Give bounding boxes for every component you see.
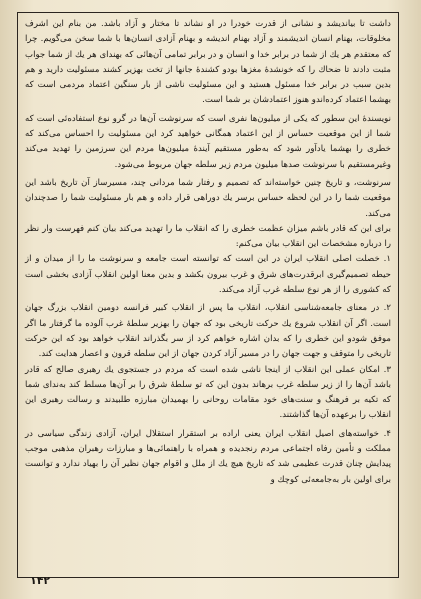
paragraph-4: برای این که قادر باشم میزان عظمت خطری را که انقلاب ما را تهدید می‌کند بیان کنم فهرست وار نظر را درباره مشخصات این انقلاب بیان می‌کنم: bbox=[25, 223, 391, 250]
list-item-1: ۱. خصلت اصلی انقلاب ایران در این است که توانسته است جامعه و سرنوشت ما را از میدان و از حیطه تصمیم‌گیری ابرقدرت‌های شرق و غرب بیرون بکشد و بدین معنا اولین انقلاب آزادی بخشی است که کشوری را از هر نوع سلطه غرب آزاد می‌کند. bbox=[25, 254, 391, 296]
page-number: ۱۴۲ bbox=[30, 574, 51, 587]
paragraph-1: داشت تا بیاندیشد و نشانی از قدرت خودرا در او نشاند تا مختار و آزاد باشد. من بنام این اشرف مخلوقات، بهنام انسان اندیشمند و آزاد بهنام اندیشه و بهنام آزادی انسان‌ها با شما سخن می‌گویم. چرا که معتقدم هر یك از شما در برابر خدا و انسان و در برابر تمامی آن‌هائی که بهندای هر یك از شما جواب مثبت دادند تا ضحاك را که خونشدهٔ مغزها بودو کشندهٔ جانها از تخت بهزیر کشند مسئولیت دارید و هم بدین سبب در برابر خدا مسئول هستید و این مسئولیت ناشی از بار سنگین اعتماد مردمی است که بهشما اعتماد کرده‌اندو هنوز اعتمادشان بر شما است. bbox=[25, 19, 391, 106]
text-body bbox=[25, 17, 391, 488]
list-item-4: ۴. خواسته‌های اصیل انقلاب ایران یعنی اراده بر استقرار استقلال ایران، آزادی زندگی سیاسی در مملکت و تأمین رفاه اجتماعی مردم رنجدیده و همراه با راهنمائی‌ها و مبارزات رهبران مذهبی موجب پیدایش چنان قدرت عظیمی شد که تاریخ هیچ یك از ملل و اقوام جهان نظیر آن را بهیاد ندارد و توانست برای اولین بار به‌جامعه‌ئی کوچك و bbox=[25, 428, 391, 485]
paragraph-2: نویسندهٔ این سطور که یکی از میلیون‌ها نفری است که سرنوشت آن‌ها در گرو نوع استفاده‌ئی است که شما از این موقعیت حساس از این اعتماد همگانی خواهید کرد این مسئولیت را احساس می‌کند که خطری را بهشما یادآور شود که به‌طور مستقیم آیندهٔ میلیون‌ها مردم این سرزمین را تهدید می‌کند وغیرمستقیم با سرنوشت صدها میلیون مردم زیر سلطه جهان مربوط می‌شود. bbox=[25, 113, 391, 170]
list-item-3: ۳. امکان عملی این انقلاب از اینجا ناشی شده است که مردم در جستجوی یك رهبری صالح که قادر باشد آن‌ها را از زیر سلطه غرب برهاند بدون این که تو سلطهٔ شرق را بر آن‌ها مسلط کند به‌ندای شما که تکیه بر فرهنگ و سنت‌های خود مقامات روحانی را بهمیدان مبارزه طلبیدند و رسالت رهبری این انقلاب را برعهده آن‌ها گذاشتند. bbox=[25, 364, 391, 421]
list-item-2: ۲. در معنای جامعه‌شناسی انقلاب، انقلاب ما پس از انقلاب کبیر فرانسه دومین انقلاب بزرگ جهان است. اگر آن انقلاب شروع یك حرکت تاریخی بود که جهان را بهزیر سلطهٔ غرب آلوده ما گرفتار ما اگر موفق شودو این خطری را که بدان اشاره خواهم کرد از سر بگذراند انقلاب خواهد بود که این حرکت تاریخی را متوقف و جهت جهان را در مسیر آزاد کردن جهان از این سلطه قرون و اعصار هدایت کند. bbox=[25, 303, 391, 360]
paragraph-3: سرنوشت، و تاریخ چنین خواسته‌اند که تصمیم و رفتار شما مردانی چند، مسیرساز آن تاریخ باشد این موقعیت شما را در این لحظه حساس برسر یك دوراهی قرار داده و هم بار مسئولیت شما را صدچندان می‌کند. bbox=[25, 177, 391, 219]
